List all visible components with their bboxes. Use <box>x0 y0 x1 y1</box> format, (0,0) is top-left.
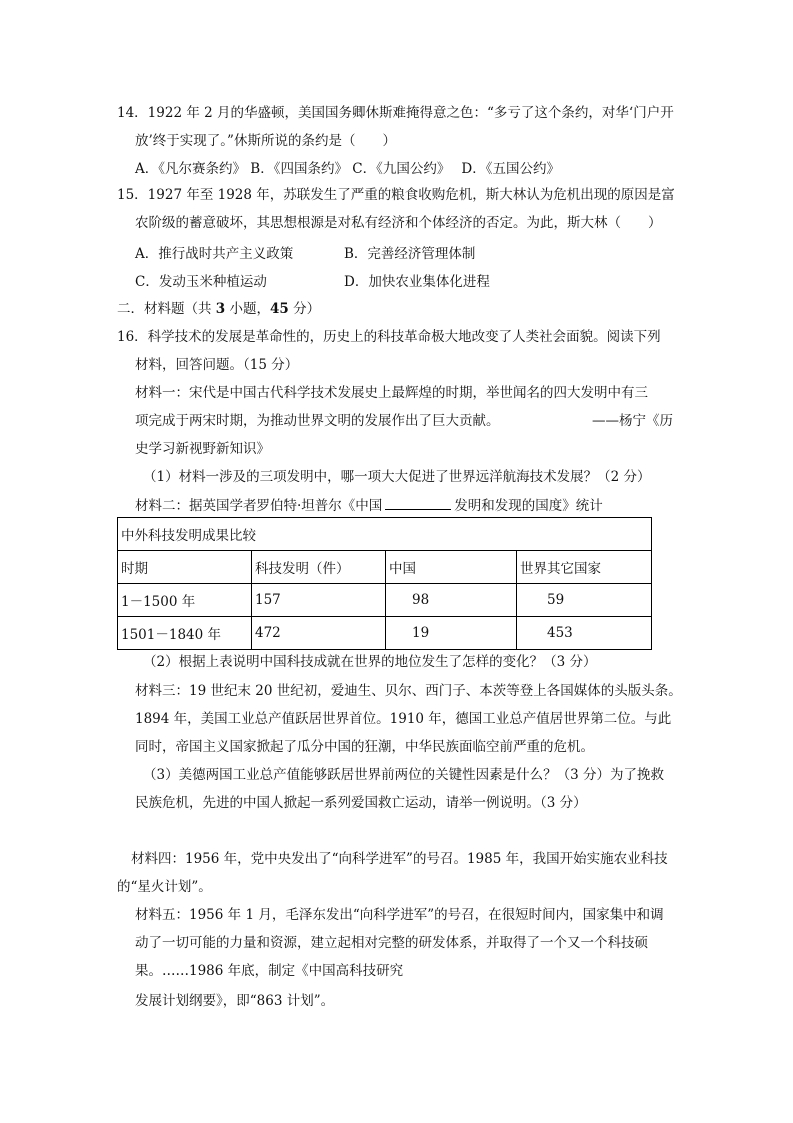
material-3-line-1: 材料三：19 世纪末 20 世纪初，爱迪生、贝尔、西门子、本茨等登上各国媒体的头版头条。 <box>135 683 682 699</box>
q15-option-c: C．发动玉米种植运动 <box>135 274 267 290</box>
material-1-source: ——杨宁《历 <box>592 413 673 429</box>
fill-in-blank <box>385 496 451 510</box>
table-title: 中外科技发明成果比较 <box>118 518 652 551</box>
q15-line-1: 15．1927 年至 1928 年，苏联发生了严重的粮食收购危机，斯大林认为危机出现的原因是富 <box>117 187 675 203</box>
material-3-line-2: 1894 年，美国工业总产值跃居世界首位。1910 年，德国工业总产值居世界第二位。与此 <box>135 711 672 727</box>
table-cell: 1501－1840 年 <box>118 617 252 650</box>
table-cell: 1－1500 年 <box>118 584 252 617</box>
section-2-suffix: 分） <box>288 301 321 317</box>
table-header-cell: 科技发明（件） <box>252 551 386 584</box>
table-row <box>118 584 652 617</box>
material-2-suffix: 发明和发现的国度》统计 <box>454 498 603 514</box>
q15-line-2: 农阶级的蓄意破坏，其思想根源是对私有经济和个体经济的否定。为此，斯大林（ ） <box>135 215 662 231</box>
table-cell: 98 <box>386 584 517 617</box>
material-3-line-3: 同时，帝国主义国家掀起了瓜分中国的狂潮，中华民族面临空前严重的危机。 <box>135 739 594 755</box>
table-header-cell: 中国 <box>386 551 517 584</box>
material-5-line-2: 动了一切可能的力量和资源，建立起相对完整的研发体系，并取得了一个又一个科技硕 <box>135 935 648 951</box>
material-2-prefix: 材料二：据英国学者罗伯特·坦普尔《中国 <box>135 498 383 514</box>
q16-line-2: 材料，回答问题。（15 分） <box>135 357 299 373</box>
section-2-heading <box>117 299 320 319</box>
material-1-line-1: 材料一：宋代是中国古代科学技术发展史上最辉煌的时期，举世闻名的四大发明中有三 <box>135 385 648 401</box>
table-cell: 157 <box>252 584 386 617</box>
table-cell: 453 <box>517 617 652 650</box>
material-5-line-3: 果。……1986 年底，制定《中国高科技研究 <box>135 963 404 979</box>
table-header-row <box>118 551 652 584</box>
q16-line-1: 16．科学技术的发展是革命性的，历史上的科技革命极大地改变了人类社会面貌。阅读下列 <box>117 329 661 345</box>
section-2-prefix: 二．材料题（共 <box>117 301 216 317</box>
sub-question-1: （1）材料一涉及的三项发明中，哪一项大大促进了世界远洋航海技术发展？（2 分） <box>143 469 651 485</box>
q14-line-2: 放’终于实现了。”休斯所说的条约是（ ） <box>135 133 396 149</box>
table-cell: 472 <box>252 617 386 650</box>
q14-line-1: 14．1922 年 2 月的华盛顿，美国国务卿休斯难掩得意之色：“多亏了这个条约，对华‘门户开 <box>117 105 674 121</box>
material-4-line-2: 的“星火计划”。 <box>117 879 212 895</box>
q15-option-d: D．加快农业集体化进程 <box>344 274 490 290</box>
material-1-line-3: 史学习新视野新知识》 <box>135 441 270 457</box>
section-2-score: 45 <box>270 301 289 317</box>
q15-option-a: A．推行战时共产主义政策 <box>135 246 294 262</box>
material-1-line-2: 项完成于两宋时期，为推动世界文明的发展作出了巨大贡献。 <box>135 413 500 429</box>
material-5-line-4: 发展计划纲要》，即“863 计划”。 <box>135 993 335 1009</box>
table-header-cell: 时期 <box>118 551 252 584</box>
table-row <box>118 617 652 650</box>
table-header-cell: 世界其它国家 <box>517 551 652 584</box>
section-2-count: 3 <box>215 301 226 317</box>
table-cell: 19 <box>386 617 517 650</box>
sub-question-3-line-1: （3）美德两国工业总产值能够跃居世界前两位的关键性因素是什么？（3 分）为了挽救 <box>143 767 664 783</box>
sub-question-3-line-2: 民族危机，先进的中国人掀起一系列爱国救亡运动，请举一例说明。（3 分） <box>135 795 587 811</box>
material-2-line <box>135 496 603 516</box>
material-5-line-1: 材料五：1956 年 1 月，毛泽东发出“向科学进军”的号召，在很短时间内，国家集中和调 <box>135 907 664 923</box>
q15-option-b: B．完善经济管理体制 <box>344 246 476 262</box>
sub-question-2: （2）根据上表说明中国科技成就在世界的地位发生了怎样的变化？（3 分） <box>143 654 597 670</box>
section-2-mid: 小题， <box>225 301 270 317</box>
table-cell: 59 <box>517 584 652 617</box>
material-4-line-1: 材料四：1956 年，党中央发出了“向科学进军”的号召。1985 年，我国开始实施农业科技 <box>131 851 668 867</box>
invention-comparison-table <box>117 517 652 650</box>
q14-options: A．《凡尔赛条约》 B．《四国条约》 C．《九国公约》 D．《五国公约》 <box>135 161 560 177</box>
